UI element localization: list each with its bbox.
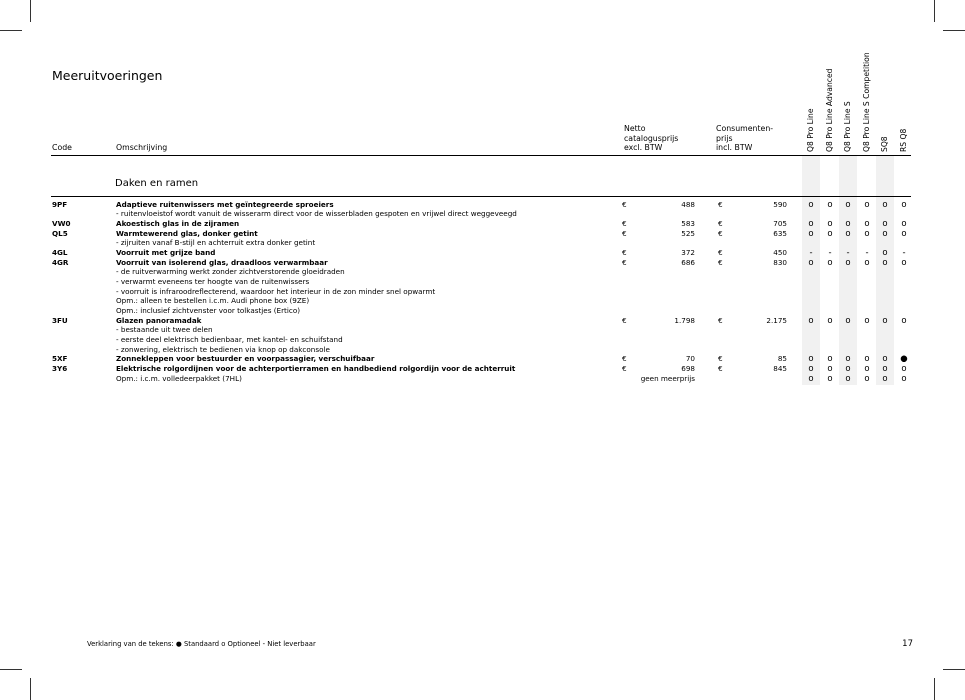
net-price: 698 <box>681 364 695 373</box>
option-description: - de ruitverwarming werkt zonder zichtverstorende gloeidraden <box>116 267 345 276</box>
consumer-price: 2.175 <box>766 316 787 325</box>
availability-mark: o <box>845 258 851 268</box>
availability-mark: o <box>901 374 907 384</box>
option-code: VW0 <box>52 219 71 228</box>
availability-mark: o <box>901 229 907 239</box>
option-description: Opm.: i.c.m. volledeerpakket (7HL) <box>116 374 242 383</box>
availability-mark: o <box>864 374 870 384</box>
option-code: QL5 <box>52 229 68 238</box>
option-description: Voorruit met grijze band <box>116 248 216 257</box>
availability-mark: o <box>845 364 851 374</box>
availability-mark: o <box>901 219 907 229</box>
availability-mark: o <box>864 316 870 326</box>
availability-mark: o <box>882 258 888 268</box>
consumer-price: 590 <box>773 200 787 209</box>
table-row <box>0 296 965 306</box>
page-number: 17 <box>902 639 913 649</box>
availability-mark: o <box>827 258 833 268</box>
availability-mark: o <box>864 354 870 364</box>
option-description: - bestaande uit twee delen <box>116 325 213 334</box>
currency-symbol: € <box>718 364 723 373</box>
section-title: Daken en ramen <box>115 178 199 189</box>
table-row <box>0 354 965 364</box>
net-price: 525 <box>681 229 695 238</box>
crop-mark <box>934 0 935 22</box>
net-price: 686 <box>681 258 695 267</box>
availability-mark: o <box>845 316 851 326</box>
consumer-price: 85 <box>777 354 787 363</box>
currency-symbol: € <box>718 200 723 209</box>
availability-mark: o <box>827 354 833 364</box>
currency-symbol: € <box>718 219 723 228</box>
header-rule <box>51 155 911 156</box>
option-code: 5XF <box>52 354 68 363</box>
currency-symbol: € <box>718 354 723 363</box>
option-description: Glazen panoramadak <box>116 316 202 325</box>
availability-mark: o <box>864 258 870 268</box>
page-title: Meeruitvoeringen <box>52 68 163 83</box>
currency-symbol: € <box>622 354 627 363</box>
currency-symbol: € <box>718 258 723 267</box>
availability-mark: o <box>864 364 870 374</box>
option-description: - ruitenvloeistof wordt vanuit de wisserarm direct voor de wisserbladen gespoten en vrijwel direct weggeveegd <box>116 209 517 218</box>
availability-mark: o <box>864 200 870 210</box>
availability-mark: o <box>808 219 814 229</box>
net-price: 70 <box>685 354 695 363</box>
availability-mark: o <box>808 374 814 384</box>
availability-mark: o <box>882 248 888 258</box>
table-row <box>0 374 965 384</box>
header-model: Q8 Pro Line S <box>843 101 852 152</box>
availability-mark: - <box>865 248 869 258</box>
table-row <box>0 238 965 248</box>
table-row <box>0 306 965 316</box>
net-price: 583 <box>681 219 695 228</box>
availability-mark: o <box>882 354 888 364</box>
availability-mark: o <box>901 316 907 326</box>
availability-mark: o <box>827 219 833 229</box>
crop-mark <box>30 678 31 700</box>
consumer-price: 830 <box>773 258 787 267</box>
option-code: 3Y6 <box>52 364 68 373</box>
availability-mark: o <box>808 364 814 374</box>
table-row <box>0 325 965 335</box>
option-code: 9PF <box>52 200 68 209</box>
table-row <box>0 219 965 229</box>
currency-symbol: € <box>622 258 627 267</box>
option-description: - eerste deel elektrisch bedienbaar, met kantel- en schuifstand <box>116 335 343 344</box>
currency-symbol: € <box>622 364 627 373</box>
currency-symbol: € <box>622 200 627 209</box>
currency-symbol: € <box>622 229 627 238</box>
availability-mark: o <box>808 316 814 326</box>
availability-mark: o <box>882 316 888 326</box>
availability-mark: - <box>902 248 906 258</box>
availability-mark: - <box>809 248 813 258</box>
availability-mark: o <box>827 364 833 374</box>
legend: Verklaring van de tekens: ● Standaard o Optioneel - Niet leverbaar <box>87 640 316 648</box>
availability-mark: o <box>864 219 870 229</box>
consumer-price: 705 <box>773 219 787 228</box>
availability-mark: o <box>882 374 888 384</box>
availability-mark: o <box>808 229 814 239</box>
option-description: Zonnekleppen voor bestuurder en voorpassagier, verschuifbaar <box>116 354 375 363</box>
availability-mark: o <box>845 229 851 239</box>
currency-symbol: € <box>622 316 627 325</box>
header-model: RS Q8 <box>899 128 908 152</box>
option-code: 4GR <box>52 258 69 267</box>
crop-mark <box>0 30 22 31</box>
header-description: Omschrijving <box>116 143 168 152</box>
availability-mark: o <box>827 229 833 239</box>
header-model: Q8 Pro Line <box>806 108 815 152</box>
option-description: - zonwering, elektrisch te bedienen via knop op dakconsole <box>116 345 330 354</box>
availability-mark: o <box>827 374 833 384</box>
availability-mark: o <box>808 354 814 364</box>
option-code: 4GL <box>52 248 68 257</box>
availability-mark: o <box>882 229 888 239</box>
consumer-price: 845 <box>773 364 787 373</box>
currency-symbol: € <box>622 248 627 257</box>
consumer-price: 635 <box>773 229 787 238</box>
option-description: Adaptieve ruitenwissers met geïntegreerde sproeiers <box>116 200 334 209</box>
currency-symbol: € <box>718 316 723 325</box>
availability-mark: o <box>901 258 907 268</box>
consumer-price: 450 <box>773 248 787 257</box>
header-consumer-price: Consumenten- prijs incl. BTW <box>716 124 774 152</box>
option-description: Opm.: inclusief zichtvenster voor tolkastjes (Ertico) <box>116 306 301 315</box>
availability-mark: o <box>808 258 814 268</box>
crop-mark <box>934 678 935 700</box>
availability-mark: o <box>882 364 888 374</box>
availability-mark: o <box>882 219 888 229</box>
net-price: 488 <box>681 200 695 209</box>
header-net-price: Netto catalogusprijs excl. BTW <box>624 124 679 152</box>
net-price: 372 <box>681 248 695 257</box>
crop-mark <box>0 669 22 670</box>
crop-mark <box>30 0 31 22</box>
header-model: Q8 Pro Line S Competition <box>862 52 871 152</box>
availability-mark: - <box>828 248 832 258</box>
availability-mark: o <box>901 200 907 210</box>
net-price: geen meerprijs <box>640 374 695 383</box>
table-row <box>0 335 965 345</box>
availability-mark: o <box>808 200 814 210</box>
availability-mark: o <box>827 316 833 326</box>
table-row <box>0 277 965 287</box>
availability-mark: o <box>882 200 888 210</box>
header-model: SQ8 <box>880 136 889 152</box>
availability-mark: o <box>827 200 833 210</box>
header-code: Code <box>52 143 72 152</box>
header-model: Q8 Pro Line Advanced <box>825 68 834 152</box>
availability-mark: - <box>846 248 850 258</box>
option-description: Voorruit van isolerend glas, draadloos verwarmbaar <box>116 258 328 267</box>
crop-mark <box>943 30 965 31</box>
option-code: 3FU <box>52 316 68 325</box>
option-description: - voorruit is infraroodreflecterend, waardoor het interieur in de zon minder snel opwarmt <box>116 287 436 296</box>
option-description: Warmtewerend glas, donker getint <box>116 229 258 238</box>
option-description: Opm.: alleen te bestellen i.c.m. Audi phone box (9ZE) <box>116 296 310 305</box>
availability-mark: o <box>845 374 851 384</box>
section-rule <box>51 196 911 197</box>
availability-mark: o <box>845 200 851 210</box>
availability-mark: o <box>845 219 851 229</box>
currency-symbol: € <box>622 219 627 228</box>
option-description: Akoestisch glas in de zijramen <box>116 219 240 228</box>
option-description: - zijruiten vanaf B-stijl en achterruit extra donker getint <box>116 238 316 247</box>
currency-symbol: € <box>718 229 723 238</box>
availability-mark: o <box>864 229 870 239</box>
currency-symbol: € <box>718 248 723 257</box>
net-price: 1.798 <box>674 316 695 325</box>
crop-mark <box>943 669 965 670</box>
option-description: Elektrische rolgordijnen voor de achterportierramen en handbediend rolgordijn voor de achterruit <box>116 364 516 373</box>
table-row <box>0 267 965 277</box>
availability-mark: ● <box>900 354 908 364</box>
availability-mark: o <box>845 354 851 364</box>
table-row <box>0 364 965 374</box>
option-description: - verwarmt eveneens ter hoogte van de ruitenwissers <box>116 277 310 286</box>
table-row <box>0 248 965 258</box>
availability-mark: o <box>901 364 907 374</box>
table-row <box>0 209 965 219</box>
